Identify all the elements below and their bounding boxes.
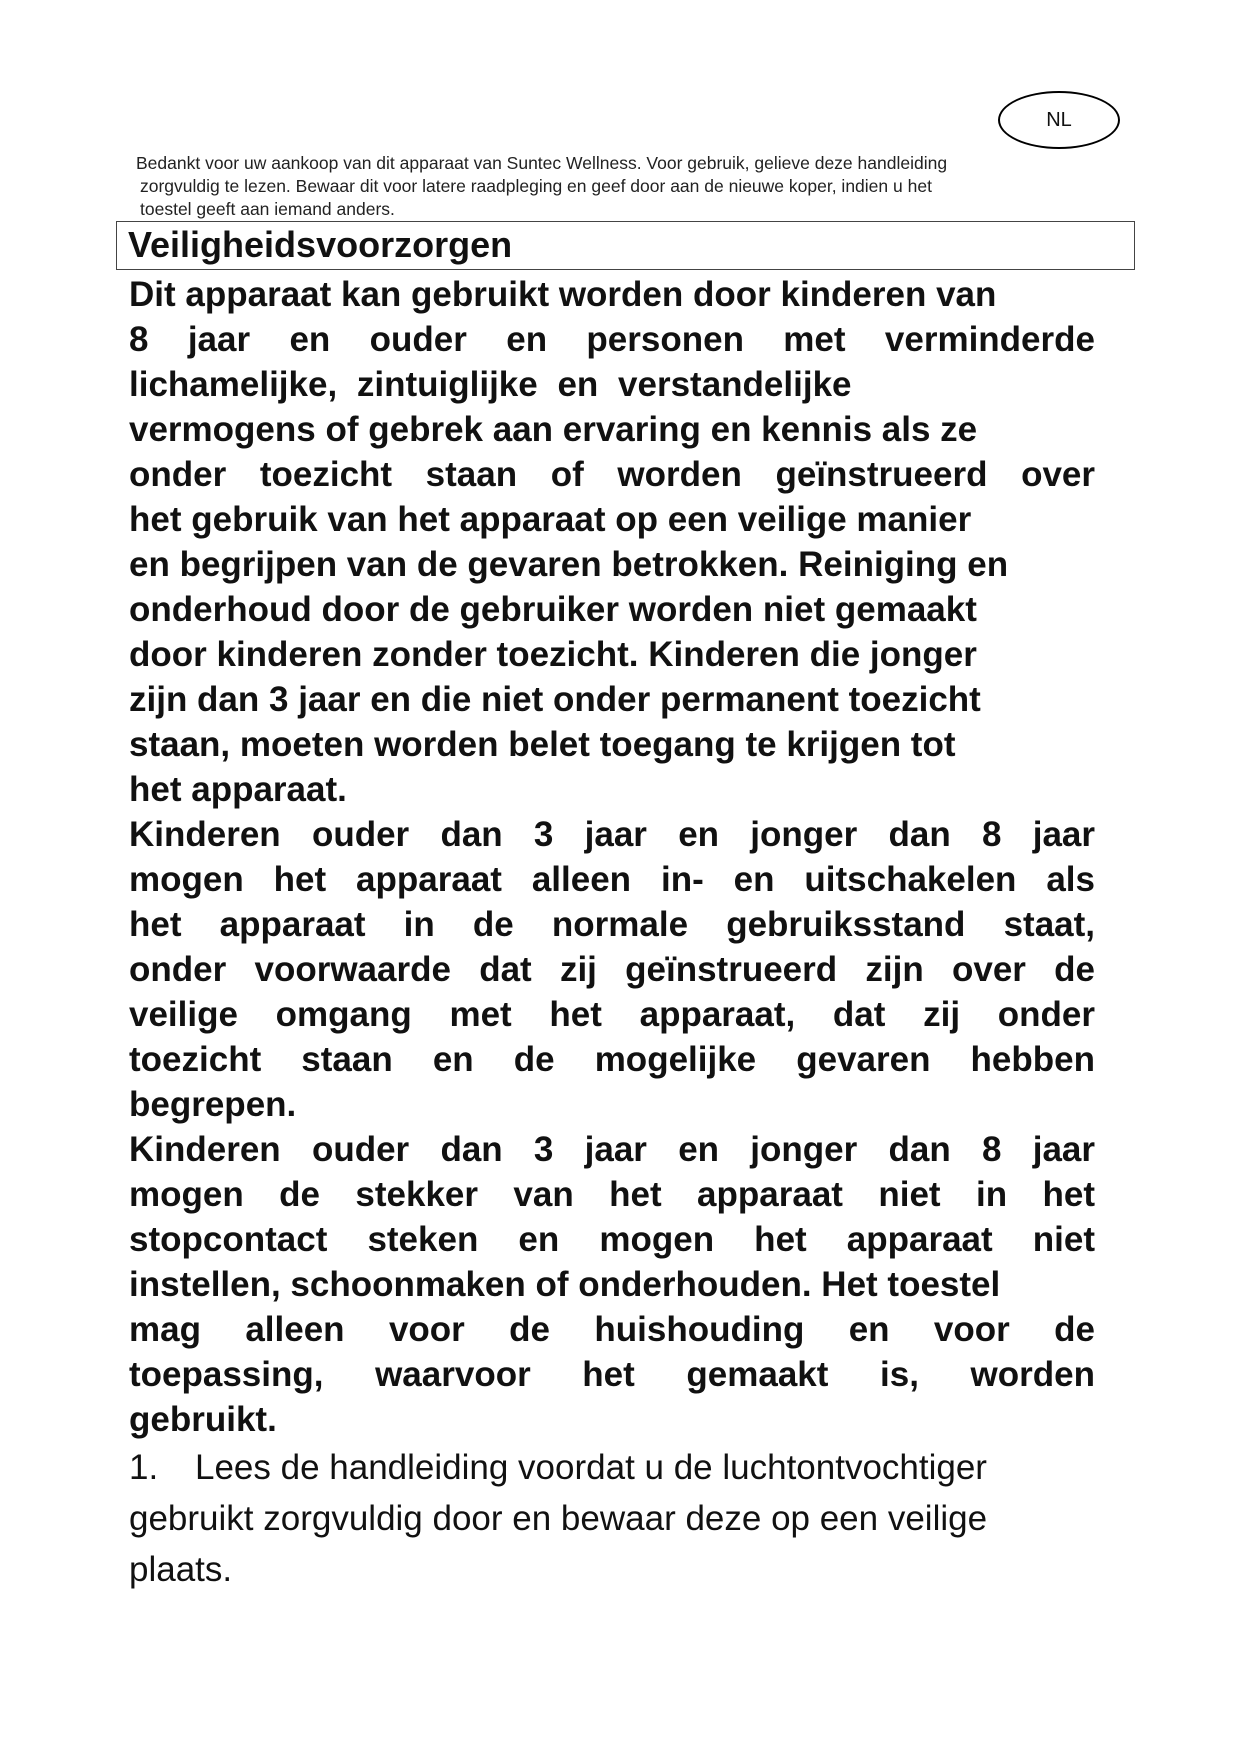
paragraph2-line: mogen het apparaat alleen in- en uitschakelen als bbox=[129, 860, 1095, 899]
paragraph3-line: toepassing, waarvoor het gemaakt is, worden bbox=[129, 1355, 1095, 1394]
intro-line: zorgvuldig te lezen. Bewaar dit voor latere raadpleging en geef door aan de nieuwe koper, indien u het bbox=[140, 176, 932, 196]
intro-text bbox=[136, 152, 1056, 221]
paragraph2-line: Kinderen ouder dan 3 jaar en jonger dan 8 jaar bbox=[129, 815, 1095, 854]
list-item-1-line: gebruikt zorgvuldig door en bewaar deze op een veilige bbox=[129, 1499, 988, 1538]
paragraph3-line: mogen de stekker van het apparaat niet in het bbox=[129, 1175, 1095, 1214]
paragraph3-line: stopcontact steken en mogen het apparaat niet bbox=[129, 1220, 1095, 1259]
paragraph2-line: onder voorwaarde dat zij geïnstrueerd zijn over de bbox=[129, 950, 1095, 989]
paragraph1-line: zijn dan 3 jaar en die niet onder permanent toezicht bbox=[129, 680, 981, 719]
paragraph3-line: Kinderen ouder dan 3 jaar en jonger dan 8 jaar bbox=[129, 1130, 1095, 1169]
paragraph3-line: mag alleen voor de huishouding en voor de bbox=[129, 1310, 1095, 1349]
list-item-number: 1. bbox=[129, 1448, 159, 1487]
paragraph1-line: onderhoud door de gebruiker worden niet gemaakt bbox=[129, 590, 977, 629]
paragraph2-line: begrepen. bbox=[129, 1085, 297, 1124]
paragraph1-line: het apparaat. bbox=[129, 770, 347, 809]
paragraph1-line: het gebruik van het apparaat op een veilige manier bbox=[129, 500, 972, 539]
paragraph1-line: en begrijpen van de gevaren betrokken. Reiniging en bbox=[129, 545, 1009, 584]
list-item-text: Lees de handleiding voordat u de luchtontvochtiger bbox=[195, 1448, 987, 1487]
intro-line: Bedankt voor uw aankoop van dit apparaat van Suntec Wellness. Voor gebruik, gelieve deze handleiding bbox=[136, 153, 948, 173]
section-title: Veiligheidsvoorzorgen bbox=[128, 224, 513, 265]
language-badge: NL bbox=[998, 91, 1120, 149]
paragraph2-line: toezicht staan en de mogelijke gevaren hebben bbox=[129, 1040, 1095, 1079]
paragraph2-line: het apparaat in de normale gebruiksstand staat, bbox=[129, 905, 1095, 944]
paragraph3-line: instellen, schoonmaken of onderhouden. Het toestel bbox=[129, 1265, 1001, 1304]
paragraph1-line: lichamelijke, zintuiglijke en verstandelijke bbox=[129, 365, 852, 404]
paragraph1-line: Dit apparaat kan gebruikt worden door kinderen van bbox=[129, 275, 997, 314]
list-item-1 bbox=[129, 1442, 1209, 1493]
paragraph1-line: onder toezicht staan of worden geïnstrueerd over bbox=[129, 455, 1095, 494]
paragraph1-line: staan, moeten worden belet toegang te krijgen tot bbox=[129, 725, 956, 764]
list-item-1-line: plaats. bbox=[129, 1550, 233, 1589]
safety-text bbox=[129, 272, 1209, 1595]
paragraph3-line: gebruikt. bbox=[129, 1400, 277, 1439]
paragraph1-line: 8 jaar en ouder en personen met verminderde bbox=[129, 320, 1095, 359]
paragraph1-line: vermogens of gebrek aan ervaring en kennis als ze bbox=[129, 410, 978, 449]
intro-line: toestel geeft aan iemand anders. bbox=[140, 199, 395, 219]
paragraph2-line: veilige omgang met het apparaat, dat zij onder bbox=[129, 995, 1095, 1034]
paragraph1-line: door kinderen zonder toezicht. Kinderen die jonger bbox=[129, 635, 977, 674]
